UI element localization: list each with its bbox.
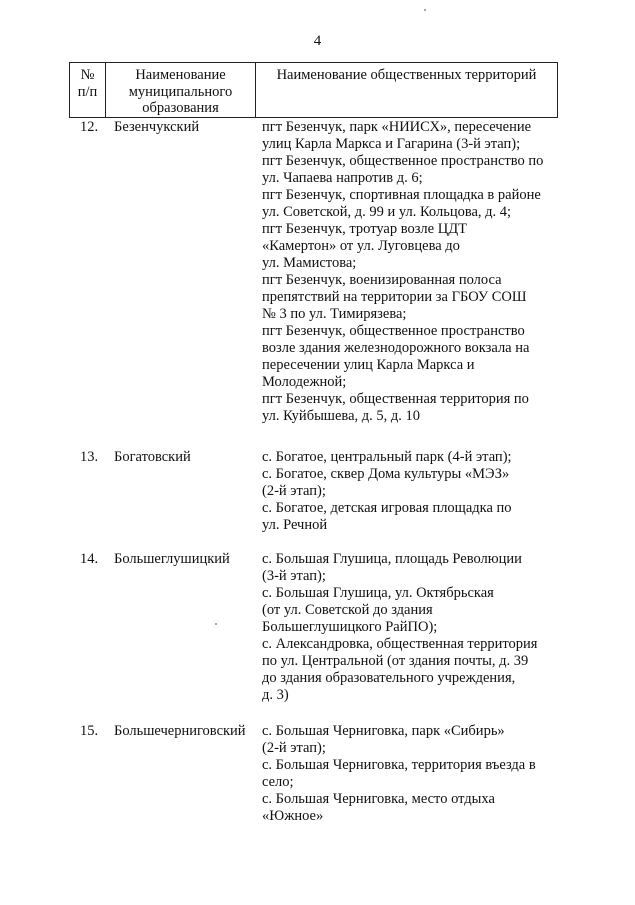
territory-line: ул. Речной — [262, 517, 328, 533]
row-number: 12. — [80, 119, 99, 135]
territory-line: с. Богатое, сквер Дома культуры «МЭЗ» — [262, 466, 510, 482]
row-number: 13. — [80, 449, 99, 465]
territory-line: ул. Советской, д. 99 и ул. Кольцова, д. 4; — [262, 204, 512, 220]
header-number-line: п/п — [77, 83, 98, 100]
territory-line: Молодежной; — [262, 374, 347, 390]
territory-line: (от ул. Советской до здания — [262, 602, 433, 618]
territory-line: ул. Куйбышева, д. 5, д. 10 — [262, 408, 421, 424]
territory-line: ул. Чапаева напротив д. 6; — [262, 170, 423, 186]
territory-line: с. Большая Черниговка, территория въезда в — [262, 757, 536, 773]
header-cell-municipality — [105, 62, 256, 118]
territory-line: село; — [262, 774, 294, 790]
territory-list — [262, 551, 537, 704]
territory-line: с. Александровка, общественная территория — [262, 636, 538, 652]
territory-line: пгт Безенчук, тротуар возле ЦДТ — [262, 221, 467, 237]
municipality-name: Безенчукский — [114, 119, 200, 135]
territory-line: пгт Безенчук, спортивная площадка в районе — [262, 187, 541, 203]
territory-line: с. Большая Глушица, площадь Революции — [262, 551, 522, 567]
territory-line: возле здания железнодорожного вокзала на — [262, 340, 530, 356]
header-cell-number — [69, 62, 106, 118]
territory-line: улиц Карла Маркса и Гагарина (3-й этап); — [262, 136, 521, 152]
territory-line: пгт Безенчук, общественное пространство — [262, 323, 525, 339]
header-municipality-line: муниципального — [128, 83, 233, 100]
municipality-name: Большеглушицкий — [114, 551, 230, 567]
territory-list — [262, 723, 536, 825]
page-number: 4 — [313, 33, 322, 49]
territory-line: пгт Безенчук, общественная территория по — [262, 391, 529, 407]
territory-line: «Южное» — [262, 808, 324, 824]
header-municipality-line: образования — [142, 100, 219, 116]
row-number: 14. — [80, 551, 99, 567]
territory-line: (2-й этап); — [262, 483, 326, 499]
scan-speck — [215, 623, 217, 625]
territory-line: с. Богатое, детская игровая площадка по — [262, 500, 512, 516]
territory-line: до здания образовательного учреждения, — [262, 670, 516, 686]
scan-speck — [424, 9, 426, 11]
territory-line: ул. Мамистова; — [262, 255, 357, 271]
territory-line: с. Большая Черниговка, место отдыха — [262, 791, 495, 807]
territory-line: пгт Безенчук, военизированная полоса — [262, 272, 502, 288]
territory-line: д. 3) — [262, 687, 289, 703]
territory-line: пгт Безенчук, общественное пространство по — [262, 153, 544, 169]
territory-list — [262, 449, 512, 534]
territory-line: (3-й этап); — [262, 568, 326, 584]
header-territories-line: Наименование общественных территорий — [276, 67, 537, 83]
territory-line: (2-й этап); — [262, 740, 326, 756]
header-cell-territories — [255, 62, 558, 118]
municipality-name: Богатовский — [114, 449, 191, 465]
header-number-line: № — [80, 67, 95, 83]
territory-line: с. Большая Черниговка, парк «Сибирь» — [262, 723, 505, 739]
row-number: 15. — [80, 723, 99, 739]
territory-line: № 3 по ул. Тимирязева; — [262, 306, 407, 322]
territory-line: с. Большая Глушица, ул. Октябрьская — [262, 585, 494, 601]
territory-line: по ул. Центральной (от здания почты, д. 39 — [262, 653, 529, 669]
header-municipality-line: Наименование — [135, 67, 226, 83]
territory-line: пересечении улиц Карла Маркса и — [262, 357, 475, 373]
territory-list — [262, 119, 543, 425]
territory-line: Большеглушицкого РайПО); — [262, 619, 438, 635]
territory-line: «Камертон» от ул. Луговцева до — [262, 238, 460, 254]
municipality-name: Большечерниговский — [114, 723, 246, 739]
territory-line: препятствий на территории за ГБОУ СОШ — [262, 289, 527, 305]
territory-line: пгт Безенчук, парк «НИИСХ», пересечение — [262, 119, 532, 135]
territory-line: с. Богатое, центральный парк (4-й этап); — [262, 449, 512, 465]
